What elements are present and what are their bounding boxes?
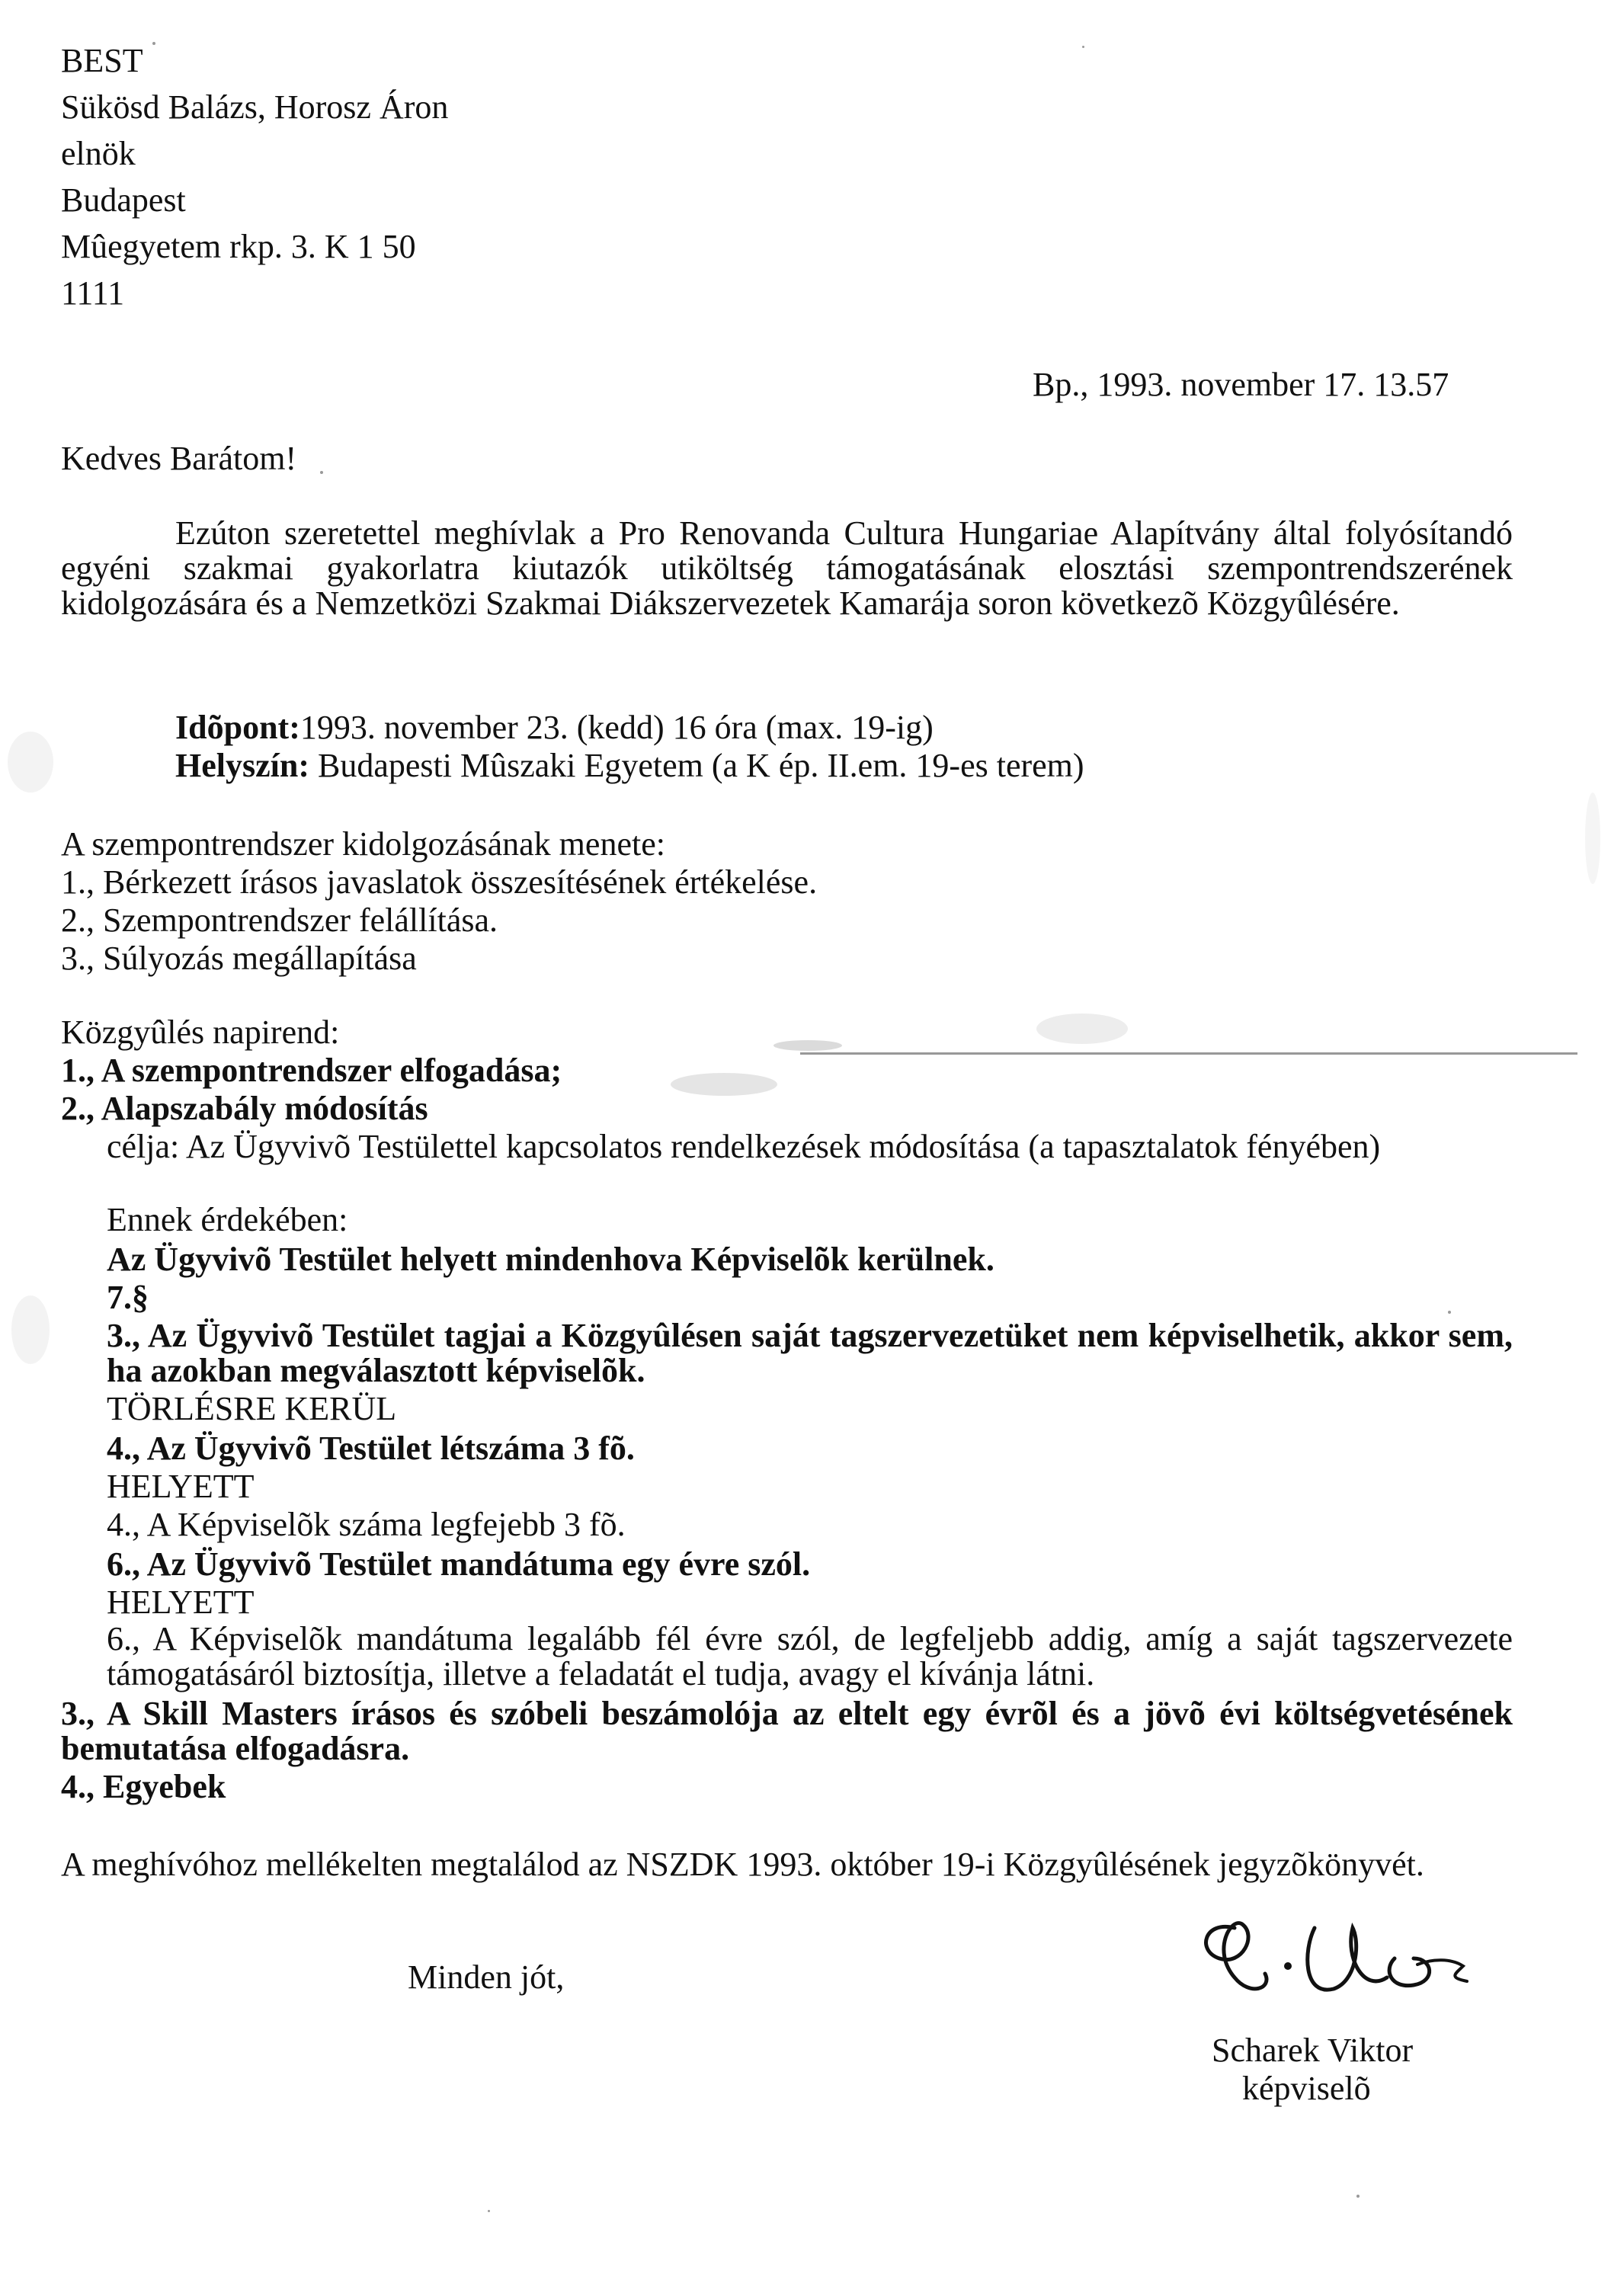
process-heading: A szempontrendszer kidolgozásának menete: [61,825,665,863]
scan-dot [488,2210,490,2212]
org-name: BEST [61,42,143,79]
deleted-note: TÖRLÉSRE KERÜL [107,1390,397,1427]
time-value: 1993. november 23. (kedd) 16 óra (max. 19-ig) [299,709,934,746]
amendment-aim: célja: Az Ügyvivõ Testülettel kapcsolatos rendelkezések módosítása (a tapasztalatok fényében) [107,1128,1381,1165]
signer-name: Scharek Viktor [1212,2032,1414,2069]
time-line [175,709,934,747]
recipient-zip: 1111 [61,274,125,312]
agenda-heading: Közgyûlés napirend: [61,1014,340,1051]
scan-dot [320,471,323,474]
closing-line: Minden jót, [408,1958,565,1996]
scan-dot [1448,1311,1451,1314]
handwritten-signature [1189,1905,1478,2019]
recipient-address: Mûegyetem rkp. 3. K 1 50 [61,228,416,265]
signer-title: képviselõ [1242,2070,1371,2107]
place-value: Budapesti Mûszaki Egyetem (a K ép. II.em. 19-es terem) [317,747,1084,784]
scan-smudge [1036,1014,1128,1044]
date-line: Bp., 1993. november 17. 13.57 [1033,366,1449,403]
point-4-old: 4., Az Ügyvivõ Testület létszáma 3 fõ. [107,1430,635,1467]
greeting: Kedves Barátom! [61,440,297,477]
point-3: 3., Az Ügyvivõ Testület tagjai a Közgyûlésen saját tagszervezetüket nem képviselhetik, akkor sem, ha azokban megválasztott képviselõk. [107,1317,1513,1389]
process-item: 1., Bérkezett írásos javaslatok összesítésének értékelése. [61,863,818,901]
instead-note: HELYETT [107,1468,255,1505]
intro-paragraph: Ezúton szeretettel meghívlak a Pro Renovanda Cultura Hungariae Alapítvány által folyósítandó egyéni szakmai gyakorlatra kiutazók utiköltség támogatásának elosztási szempontrendszerének kidolgozására és a Nemzetközi Szakmai Diákszervezetek Kamarája soron következõ Közgyûlésére. [61,514,1513,622]
replacement-rule: Az Ügyvivõ Testület helyett mindenhova Képviselõk kerülnek. [107,1241,994,1278]
recipient-role: elnök [61,135,136,172]
time-label: Idõpont: [175,709,300,746]
process-item: 2., Szempontrendszer felállítása. [61,901,498,939]
place-label: Helyszín: [175,747,309,784]
scan-smudge [11,1295,50,1364]
scan-dot [1356,2195,1360,2198]
process-item: 3., Súlyozás megállapítása [61,940,417,977]
point-4-new: 4., A Képviselõk száma legfejebb 3 fõ. [107,1506,626,1543]
agenda-item-2: 2., Alapszabály módosítás [61,1090,428,1127]
recipient-city: Budapest [61,181,186,219]
scan-dot [152,42,155,45]
point-6-new: 6., A Képviselõk mandátuma legalább fél évre szól, de legfeljebb addig, amíg a saját tagszervezete támogatásáról biztosítja, illetve a feladatát el tudja, avagy el kívánja látni. [107,1620,1513,1692]
scan-smudge [1585,793,1600,884]
attachment-note: A meghívóhoz mellékelten megtalálod az NSZDK 1993. október 19-i Közgyûlésének jegyzõkönyvét. [61,1846,1424,1883]
agenda-item-1: 1., A szempontrendszer elfogadása; [61,1052,562,1089]
therefore-line: Ennek érdekében: [107,1201,348,1238]
scan-smudge [671,1073,777,1096]
place-line [175,747,1084,785]
agenda-item-4: 4., Egyebek [61,1768,226,1805]
section-mark: 7.§ [107,1279,149,1316]
point-6-old: 6., Az Ügyvivõ Testület mandátuma egy évre szól. [107,1545,811,1583]
scan-streak [800,1052,1577,1055]
agenda-item-3: 3., A Skill Masters írásos és szóbeli beszámolója az eltelt egy évrõl és a jövõ évi költségvetésének bemutatása elfogadásra. [61,1695,1513,1767]
scan-smudge [8,732,53,793]
instead-note: HELYETT [107,1584,255,1621]
scan-dot [1082,46,1084,48]
scan-smudge [773,1040,842,1051]
recipient-names: Sükösd Balázs, Horosz Áron [61,88,449,126]
